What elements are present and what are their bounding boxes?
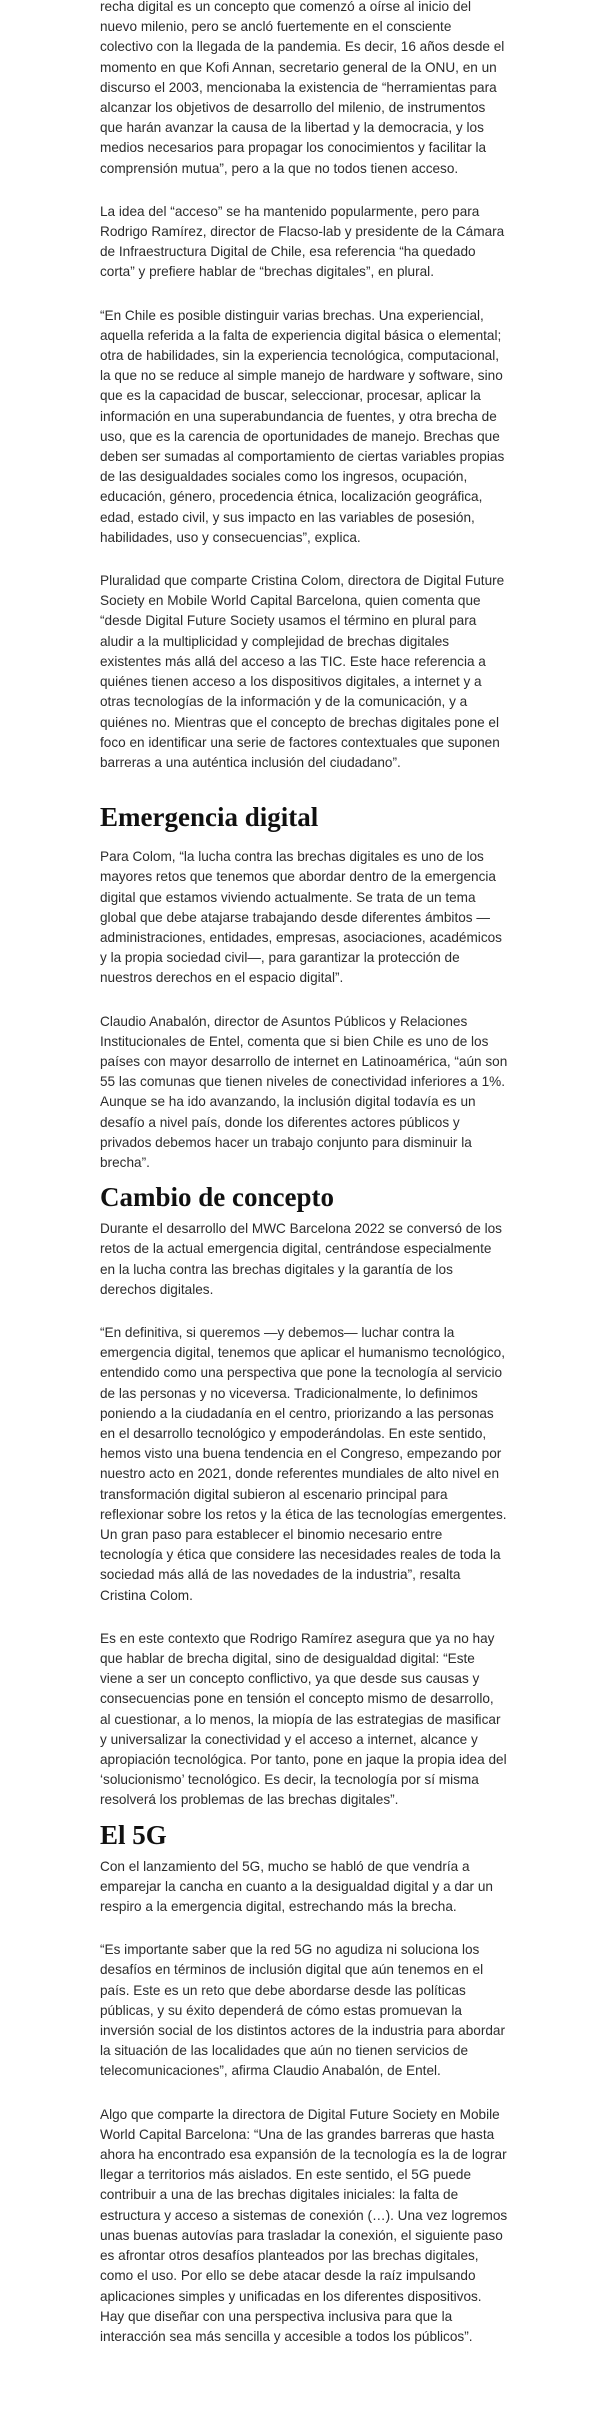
article-paragraph: Algo que comparte la directora de Digital Future Society en Mobile World Capital Barcelona: “Una de las grandes barreras que hasta ahora ha encontrado esa expansión de la tecnología es la de lograr llegar a territorios más aislados. En este sentido, el 5G puede contribuir a una de las brechas digitales iniciales: la falta de estructura y acceso a sistemas de conexión (…). Una vez logremos unas buenas autovías para trasladar la conexión, el siguiente paso es afrontar otros desafíos planteados por las brechas digitales, como el uso. Por ello se debe atacar desde la raíz impulsando aplicaciones simples y unificadas en los diferentes dispositivos. Hay que diseñar con una perspectiva inclusiva para que la interacción sea más sencilla y accesible a todos los públicos”.	[100, 2106, 508, 2344]
article-paragraph: La idea del “acceso” se ha mantenido popularmente, pero para Rodrigo Ramírez, director de Flacso-lab y presidente de la Cámara de Infraestructura Digital de Chile, esa referencia “ha quedado corta” y prefiere hablar de “brechas digitales”, en plural.	[100, 203, 505, 280]
article-paragraph: Claudio Anabalón, director de Asuntos Públicos y Relaciones Institucionales de Entel, comenta que si bien Chile es uno de los países con mayor desarrollo de internet en Latinoamérica, “aún son 55 las comunas que tienen niveles de conectividad inferiores a 1%. Aunque se ha ido avanzando, la inclusión digital todavía es un desafío a nivel país, donde los diferentes actores públicos y privados debemos hacer un trabajo conjunto para disminuir la brecha”.	[100, 1013, 508, 1170]
article-paragraph: Pluralidad que comparte Cristina Colom, directora de Digital Future Society en Mobile World Capital Barcelona, quien comenta que “desde Digital Future Society usamos el término en plural para aludir a la multiplicidad y complejidad de brechas digitales existentes más allá del acceso a las TIC. Este hace referencia a quiénes tienen acceso a los dispositivos digitales, a internet y a otras tecnologías de la información y de la comunicación, y a quiénes no. Mientras que el concepto de brechas digitales pone el foco en identificar una serie de factores contextuales que suponen barreras a una auténtica inclusión del ciudadano”.	[100, 573, 505, 770]
article-paragraph: “En Chile es posible distinguir varias brechas. Una experiencial, aquella referida a la falta de experiencia digital básica o elemental; otra de habilidades, sin la experiencia tecnológica, computacional, la que no se reduce al simple manejo de hardware y software, sino que es la capacidad de buscar, seleccionar, procesar, aplicar la información en una superabundancia de fuentes, y otra brecha de uso, que es la carencia de oportunidades de manejo. Brechas que deben ser sumadas al comportamiento de ciertas variables propias de las desigualdades sociales como los ingresos, ocupación, educación, género, procedencia étnica, localización geográfica, edad, estado civil, y sus impacto en las variables de posesión, habilidades, uso y consecuencias”, explica.	[100, 307, 505, 545]
article-paragraph: Es en este contexto que Rodrigo Ramírez asegura que ya no hay que hablar de brecha digital, sino de desigualdad digital: “Este viene a ser un concepto conflictivo, ya que desde sus causas y consecuencias pone en tensión el concepto mismo de desarrollo, al cuestionar, a lo menos, la miopía de las estrategias de masificar y universalizar la conectividad y el acceso a internet, alcance y apropiación tecnológica. Por tanto, pone en jaque la propia idea del ‘solucionismo’ tecnológico. Es decir, la tecnología por sí misma resolverá los problemas de las brechas digitales”.	[100, 1630, 507, 1808]
article-paragraph: Durante el desarrollo del MWC Barcelona 2022 se conversó de los retos de la actual emergencia digital, centrándose especialmente en la lucha contra las brechas digitales y la garantía de los derechos digitales.	[100, 1221, 502, 1297]
article-paragraph: Con el lanzamiento del 5G, mucho se habló de que vendría a emparejar la cancha en cuanto a la desigualdad digital y a dar un respiro a la emergencia digital, estrechando más la brecha.	[100, 1858, 493, 1915]
article-body	[100, 0, 508, 2347]
article-paragraph: Para Colom, “la lucha contra las brechas digitales es uno de los mayores retos que tenemos que abordar dentro de la emergencia digital que estamos viviendo actualmente. Se trata de un tema global que debe atajarse trabajando desde diferentes ámbitos —administraciones, entidades, empresas, asociaciones, académicos y la propia sociedad civil—, para garantizar la protección de nuestros derechos en el espacio digital”.	[100, 849, 502, 986]
section-heading: Emergencia digital	[100, 802, 319, 833]
section-heading: Cambio de concepto	[100, 1182, 334, 1213]
section-heading: El 5G	[100, 1819, 167, 1850]
article-paragraph: “En definitiva, si queremos —y debemos— luchar contra la emergencia digital, tenemos que aplicar el humanismo tecnológico, entendido como una perspectiva que pone la tecnología al servicio de las personas y no viceversa. Tradicionalmente, lo definimos poniendo a la ciudadanía en el centro, priorizando a las personas en el desarrollo tecnológico y empoderándolas. En este sentido, hemos visto una buena tendencia en el Congreso, empezando por nuestro acto en 2021, donde referentes mundiales de alto nivel en transformación digital subieron al escenario principal para reflexionar sobre los retos y la ética de las tecnologías emergentes. Un gran paso para establecer el binomio necesario entre tecnología y ética que considere las necesidades reales de toda la sociedad más allá de las novedades de la industria”, resalta Cristina Colom.	[100, 1324, 507, 1603]
article-paragraph: “Es importante saber que la red 5G no agudiza ni soluciona los desafíos en términos de inclusión digital que aún tenemos en el país. Este es un reto que debe abordarse desde las políticas públicas, y su éxito dependerá de cómo estas promuevan la inversión social de los distintos actores de la industria para abordar la situación de las localidades que aún no tienen servicios de telecomunicaciones”, afirma Claudio Anabalón, de Entel.	[100, 1942, 506, 2079]
article-paragraph: recha digital es un concepto que comenzó a oírse al inicio del nuevo milenio, pero se ancló fuertemente en el consciente colectivo con la llegada de la pandemia. Es decir, 16 años desde el momento en que Kofi Annan, secretario general de la ONU, en un discurso el 2003, mencionaba la existencia de “herramientas para alcanzar los objetivos de desarrollo del milenio, de instrumentos que harán avanzar la causa de la libertad y la democracia, y los medios necesarios para propagar los conocimientos y facilitar la comprensión mutua”, pero a la que no todos tienen acceso.	[100, 0, 505, 176]
